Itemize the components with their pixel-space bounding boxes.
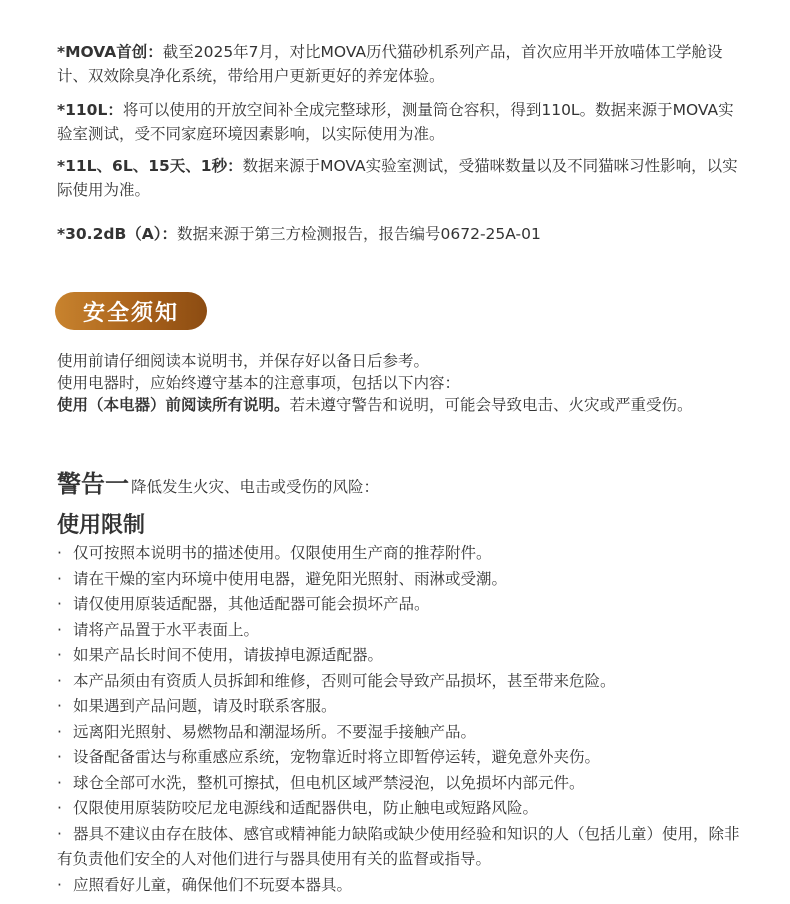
footnote-text: 数据来源于MOVA实验室测试，受猫咪数量以及不同猫咪习性影响，以实际使用为准。	[57, 157, 738, 199]
rule-text: 远离阳光照射、易燃物品和潮湿场所。不要湿手接触产品。	[73, 722, 477, 741]
footnote-mova-first	[57, 40, 747, 88]
rule-text: 仅限使用原装防咬尼龙电源线和适配器供电，防止触电或短路风险。	[73, 799, 539, 817]
bullet-dot: ·	[57, 773, 62, 792]
list-item	[57, 592, 747, 618]
footnote-text: 数据来源于第三方检测报告，报告编号0672-25A-01	[177, 225, 541, 243]
list-item	[57, 643, 747, 669]
rule-text: 请仅使用原装适配器，其他适配器可能会损坏产品。	[73, 595, 430, 613]
list-item	[57, 822, 747, 873]
rule-text: 请将产品置于水平表面上。	[73, 620, 260, 639]
list-item	[57, 567, 747, 593]
bullet-dot: ·	[57, 646, 62, 664]
rule-text: 如果遇到产品问题，请及时联系客服。	[73, 697, 337, 715]
bullet-dot: ·	[57, 569, 62, 588]
intro-line-3	[57, 394, 747, 416]
bullet-dot: ·	[57, 799, 62, 817]
rule-text: 如果产品长时间不使用，请拔掉电源适配器。	[73, 646, 384, 664]
usage-limits-title: 使用限制	[57, 513, 146, 538]
bullet-dot: ·	[57, 697, 62, 715]
footnote-key: *MOVA首创：	[57, 43, 163, 61]
list-item	[57, 694, 747, 720]
footnote-text: 将可以使用的开放空间补全成完整球形，测量筒仓容积，得到110L。数据来源于MOVA实验室测试，受不同家庭环境因素影响，以实际使用为准。	[57, 101, 734, 143]
footnote-key: *11L、6L、15天、1秒：	[57, 157, 243, 175]
bullet-dot: ·	[57, 748, 62, 766]
list-item	[57, 771, 747, 797]
safety-notice-badge: 安全须知	[55, 292, 207, 330]
rule-text: 设备配备雷达与称重感应系统，宠物靠近时将立即暂停运转，避免意外夹伤。	[73, 748, 601, 766]
list-item	[57, 873, 747, 899]
intro-line-1: 使用前请仔细阅读本说明书，并保存好以备日后参考。	[57, 352, 430, 370]
list-item	[57, 720, 747, 746]
bullet-dot: ·	[57, 595, 62, 613]
footnote-key: *30.2dB（A）：	[57, 225, 178, 243]
usage-limits-list	[57, 541, 747, 898]
rule-text: 器具不建议由存在肢体、感官或精神能力缺陷或缺少使用经验和知识的人（包括儿童）使用，除非有负责他们安全的人对他们进行与器具使用有关的监督或指导。	[57, 824, 740, 868]
warning-subtitle: 降低发生火灾、电击或受伤的风险：	[131, 478, 380, 496]
intro-rest-text: 若未遵守警告和说明，可能会导致电击、火灾或严重受伤。	[289, 396, 693, 414]
intro-line-2: 使用电器时，应始终遵守基本的注意事项，包括以下内容：	[57, 374, 461, 392]
list-item	[57, 796, 747, 822]
bullet-dot: ·	[57, 875, 62, 894]
list-item	[57, 669, 747, 695]
footnote-110l	[57, 98, 747, 146]
bullet-dot: ·	[57, 620, 62, 639]
bullet-dot: ·	[57, 671, 62, 690]
footnote-text: 截至2025年7月，对比MOVA历代猫砂机系列产品，首次应用半开放喵体工学舱设计、双效除臭净化系统，带给用户更新更好的养宠体验。	[57, 43, 723, 85]
list-item	[57, 541, 747, 567]
footnote-key: *110L：	[57, 101, 123, 119]
footnote-noise	[57, 222, 541, 246]
intro-bold-text: 使用（本电器）前阅读所有说明。	[57, 396, 290, 414]
list-item	[57, 618, 747, 644]
bullet-dot: ·	[57, 544, 62, 562]
footnote-capacity-time	[57, 154, 747, 202]
rule-text: 应照看好儿童，确保他们不玩耍本器具。	[73, 875, 353, 894]
rule-text: 球仓全部可水洗，整机可擦拭，但电机区域严禁浸泡，以免损坏内部元件。	[73, 773, 585, 792]
rule-text: 请在干燥的室内环境中使用电器，避免阳光照射、雨淋或受潮。	[73, 569, 508, 588]
warning-heading	[57, 464, 379, 499]
rule-text: 本产品须由有资质人员拆卸和维修，否则可能会导致产品损坏，甚至带来危险。	[73, 671, 616, 690]
rule-text: 仅可按照本说明书的描述使用。仅限使用生产商的推荐附件。	[73, 544, 492, 562]
bullet-dot: ·	[57, 722, 62, 741]
bullet-dot: ·	[57, 824, 62, 843]
list-item	[57, 745, 747, 771]
warning-title: 警告一	[57, 470, 129, 498]
safety-intro	[57, 350, 747, 416]
